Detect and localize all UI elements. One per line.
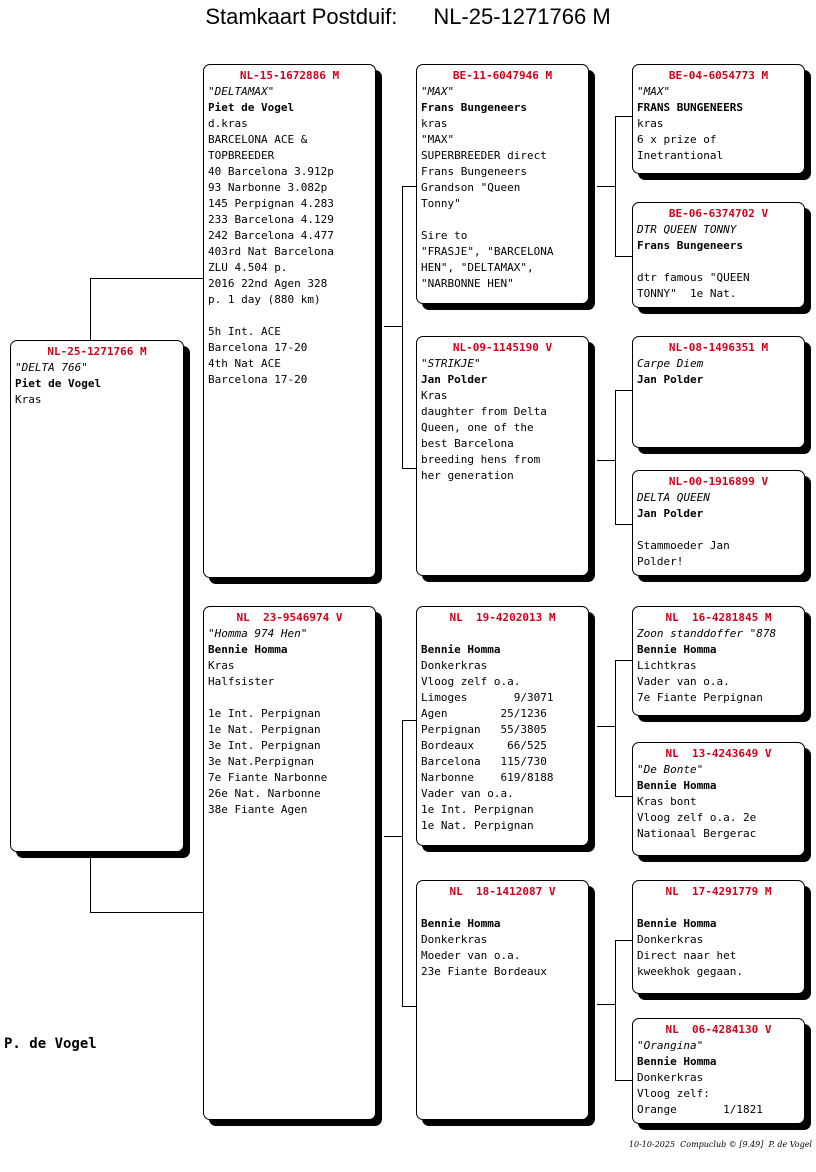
info-line: Direct naar het — [637, 949, 737, 962]
pedigree-card-dam-dam-dam — [632, 1018, 805, 1124]
owner-name: FRANS BUNGENEERS — [637, 101, 743, 114]
pigeon-name: "DELTA 766" — [15, 361, 88, 374]
info-line: 93 Narbonne 3.082p — [208, 181, 328, 194]
info-line: 233 Barcelona 4.129 — [208, 213, 334, 226]
connector-line — [402, 720, 403, 1006]
info-line: Tonny" — [421, 197, 461, 210]
connector-line — [90, 278, 204, 279]
pedigree-card-dam-sire — [416, 606, 589, 846]
ring-number: NL 23-9546974 V — [236, 611, 343, 624]
owner-name: Bennie Homma — [208, 643, 288, 656]
pedigree-card-sire-dam-sire — [632, 336, 805, 448]
info-line: Vader van o.a. — [637, 675, 730, 688]
pigeon-name: DELTA QUEEN — [637, 491, 710, 504]
owner-name: Bennie Homma — [637, 779, 717, 792]
owner-name: Frans Bungeneers — [421, 101, 527, 114]
owner-name: Bennie Homma — [421, 643, 501, 656]
pigeon-name: "MAX" — [421, 85, 455, 98]
info-line: "MAX" — [421, 133, 455, 146]
info-line: Donkerkras — [421, 933, 488, 946]
connector-line — [615, 1080, 633, 1081]
pedigree-card-dam-dam — [416, 880, 589, 1120]
connector-line — [615, 796, 633, 797]
info-line: Bordeaux 66/525 — [421, 739, 547, 752]
info-line: daughter from Delta — [421, 405, 547, 418]
info-line: ZLU 4.504 p. — [208, 261, 288, 274]
pigeon-name: "DELTAMAX" — [208, 85, 275, 98]
owner-name: Bennie Homma — [637, 917, 717, 930]
ring-number: NL 19-4202013 M — [449, 611, 556, 624]
info-line: 145 Perpignan 4.283 — [208, 197, 334, 210]
info-line: "FRASJE", "BARCELONA — [421, 245, 554, 258]
info-line: 3e Nat.Perpignan — [208, 755, 314, 768]
info-line: Donkerkras — [637, 1071, 704, 1084]
connector-line — [615, 390, 616, 524]
info-line: Sire to — [421, 229, 468, 242]
info-line — [637, 522, 800, 538]
connector-line — [384, 326, 402, 327]
pigeon-name: Carpe Diem — [637, 357, 704, 370]
info-line: 3e Int. Perpignan — [208, 739, 321, 752]
footer-info: 10-10-2025 Compuclub © [9.49] P. de Vogel — [628, 1140, 812, 1149]
pedigree-card-dam — [203, 606, 376, 1120]
connector-line — [597, 1004, 615, 1005]
info-line: 6 x prize of — [637, 133, 717, 146]
pedigree-card-sire-sire-dam — [632, 202, 805, 308]
ring-number: NL-09-1145190 V — [452, 341, 553, 354]
pigeon-name: "MAX" — [637, 85, 671, 98]
connector-line — [384, 836, 402, 837]
info-line: Orange 1/1821 — [637, 1103, 763, 1116]
owner-name: Frans Bungeneers — [637, 239, 743, 252]
info-line: Nationaal Bergerac — [637, 827, 757, 840]
pedigree-card-dam-sire-sire — [632, 606, 805, 716]
info-line: 1e Nat. Perpignan — [208, 723, 321, 736]
info-line: 26e Nat. Narbonne — [208, 787, 321, 800]
info-line: kras — [421, 117, 448, 130]
pedigree-card-dam-dam-sire — [632, 880, 805, 994]
connector-line — [615, 116, 616, 256]
connector-line — [90, 278, 91, 340]
pedigree-card-dam-sire-dam — [632, 742, 805, 856]
info-line: Narbonne 619/8188 — [421, 771, 554, 784]
info-line: 7e Fiante Narbonne — [208, 771, 328, 784]
owner-name: Jan Polder — [637, 507, 704, 520]
connector-line — [615, 256, 633, 257]
info-line: breeding hens from — [421, 453, 541, 466]
info-line: "NARBONNE HEN" — [421, 277, 514, 290]
info-line: Kras bont — [637, 795, 697, 808]
ring-number: NL-15-1672886 M — [239, 69, 340, 82]
info-line: Frans Bungeneers — [421, 165, 527, 178]
connector-line — [615, 660, 616, 796]
info-line: HEN", "DELTAMAX", — [421, 261, 534, 274]
ring-number: NL 16-4281845 M — [665, 611, 772, 624]
pedigree-card-sire-sire — [416, 64, 589, 304]
info-line: 242 Barcelona 4.477 — [208, 229, 334, 242]
info-line — [637, 254, 800, 270]
owner-name: Bennie Homma — [421, 917, 501, 930]
pigeon-name — [421, 626, 584, 642]
ring-number: NL 06-4284130 V — [665, 1023, 772, 1036]
info-line: Stammoeder Jan — [637, 539, 730, 552]
connector-line — [615, 940, 616, 1080]
info-line: Queen, one of the — [421, 421, 534, 434]
pigeon-name: "Orangina" — [637, 1039, 704, 1052]
info-line: Vloog zelf o.a. — [421, 675, 521, 688]
pedigree-card-sire-dam — [416, 336, 589, 576]
info-line: best Barcelona — [421, 437, 514, 450]
info-line: Vloog zelf: — [637, 1087, 710, 1100]
info-line: 1e Int. Perpignan — [208, 707, 321, 720]
info-line: 7e Fiante Perpignan — [637, 691, 763, 704]
info-line — [208, 690, 371, 706]
info-line: Grandson "Queen — [421, 181, 521, 194]
info-line: 2016 22nd Agen 328 — [208, 277, 328, 290]
owner-name: Piet de Vogel — [15, 377, 102, 390]
pigeon-name: "De Bonte" — [637, 763, 704, 776]
pigeon-name: DTR QUEEN TONNY — [637, 223, 737, 236]
pigeon-name: "Homma 974 Hen" — [208, 627, 308, 640]
info-line: Vader van o.a. — [421, 787, 514, 800]
connector-line — [597, 460, 615, 461]
page-title — [0, 4, 816, 30]
info-line: Donkerkras — [637, 933, 704, 946]
info-line — [208, 308, 371, 324]
ring-number: BE-04-6054773 M — [668, 69, 769, 82]
info-line: kweekhok gegaan. — [637, 965, 743, 978]
info-line: Vloog zelf o.a. 2e — [637, 811, 757, 824]
connector-line — [402, 186, 403, 468]
info-line: Barcelona 17-20 — [208, 373, 308, 386]
info-line: kras — [637, 117, 664, 130]
info-line: Kras — [15, 393, 42, 406]
info-line: Kras — [421, 389, 448, 402]
connector-line — [615, 660, 633, 661]
owner-name: Piet de Vogel — [208, 101, 295, 114]
info-line: BARCELONA ACE & — [208, 133, 308, 146]
ring-number: BE-06-6374702 V — [668, 207, 769, 220]
info-line: 403rd Nat Barcelona — [208, 245, 334, 258]
pigeon-name: "STRIKJE" — [421, 357, 481, 370]
info-line: Kras — [208, 659, 235, 672]
info-line: 23e Fiante Bordeaux — [421, 965, 547, 978]
connector-line — [615, 116, 633, 117]
info-line: Donkerkras — [421, 659, 488, 672]
pedigree-card-sire-dam-dam — [632, 470, 805, 576]
info-line: 1e Nat. Perpignan — [421, 819, 534, 832]
title-ring-number: NL-25-1271766 M — [433, 4, 611, 29]
ring-number: NL 18-1412087 V — [449, 885, 556, 898]
info-line: Lichtkras — [637, 659, 697, 672]
owner-name: Bennie Homma — [637, 1055, 717, 1068]
ring-number: BE-11-6047946 M — [452, 69, 553, 82]
info-line: her generation — [421, 469, 514, 482]
connector-line — [90, 852, 91, 912]
info-line: SUPERBREEDER direct — [421, 149, 547, 162]
ring-number: NL-25-1271766 M — [47, 345, 147, 358]
info-line: Limoges 9/3071 — [421, 691, 554, 704]
info-line: 38e Fiante Agen — [208, 803, 308, 816]
owner-name: Jan Polder — [421, 373, 488, 386]
info-line: TOPBREEDER — [208, 149, 275, 162]
info-line: Moeder van o.a. — [421, 949, 521, 962]
info-line: Polder! — [637, 555, 684, 568]
owner-name: Bennie Homma — [637, 643, 717, 656]
connector-line — [597, 186, 615, 187]
breeder-name: P. de Vogel — [4, 1036, 97, 1052]
pedigree-card-subject — [10, 340, 184, 852]
info-line: TONNY" 1e Nat. — [637, 287, 737, 300]
connector-line — [90, 912, 204, 913]
connector-line — [615, 940, 633, 941]
owner-name: Jan Polder — [637, 373, 704, 386]
connector-line — [615, 524, 633, 525]
pedigree-card-sire — [203, 64, 376, 578]
ring-number: NL 17-4291779 M — [665, 885, 772, 898]
connector-line — [597, 726, 615, 727]
pigeon-name: Zoon standdoffer "878 — [637, 627, 777, 640]
title-label: Stamkaart Postduif: — [205, 4, 398, 29]
info-line: dtr famous "QUEEN — [637, 271, 750, 284]
info-line: d.kras — [208, 117, 248, 130]
pigeon-name — [421, 900, 584, 916]
info-line: Barcelona 17-20 — [208, 341, 308, 354]
info-line: Perpignan 55/3805 — [421, 723, 547, 736]
info-line: Agen 25/1236 — [421, 707, 547, 720]
info-line: Inetrantional — [637, 149, 724, 162]
info-line: 40 Barcelona 3.912p — [208, 165, 334, 178]
info-line: 1e Int. Perpignan — [421, 803, 534, 816]
info-line: Barcelona 115/730 — [421, 755, 547, 768]
info-line: 4th Nat ACE — [208, 357, 281, 370]
ring-number: NL-08-1496351 M — [668, 341, 769, 354]
info-line: 5h Int. ACE — [208, 325, 281, 338]
connector-line — [615, 390, 633, 391]
info-line: p. 1 day (880 km) — [208, 293, 321, 306]
pigeon-name — [637, 900, 800, 916]
info-line: Halfsister — [208, 675, 275, 688]
ring-number: NL 13-4243649 V — [665, 747, 772, 760]
pedigree-card-sire-sire-sire — [632, 64, 805, 174]
ring-number: NL-00-1916899 V — [668, 475, 769, 488]
info-line — [421, 212, 584, 228]
